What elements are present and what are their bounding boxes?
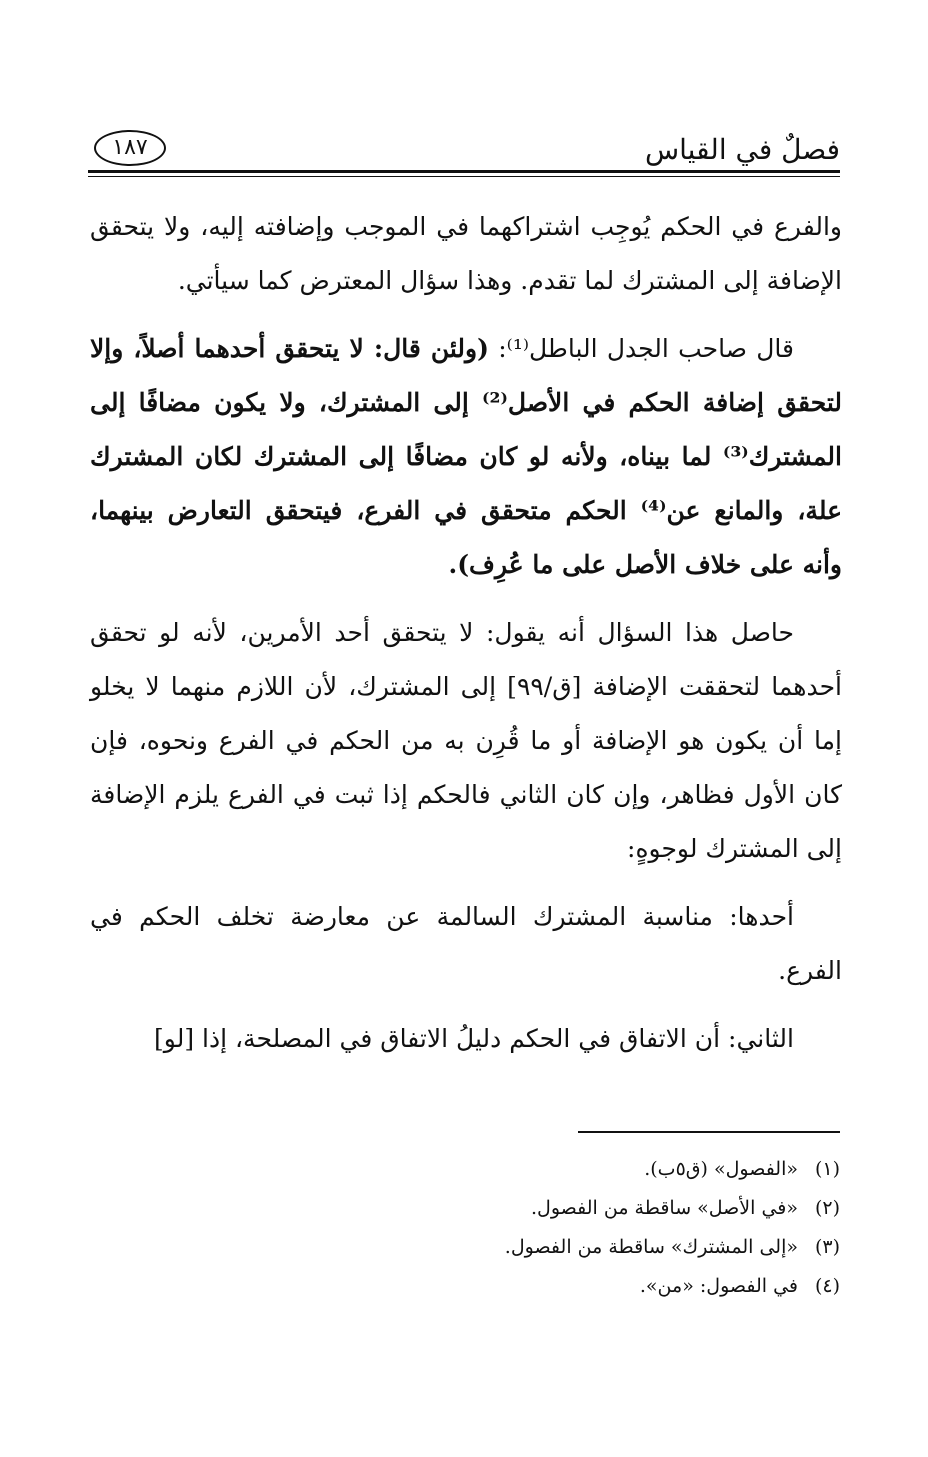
paragraph-3: حاصل هذا السؤال أنه يقول: لا يتحقق أحد الأمرين، لأنه لو تحقق أحدهما لتحققت الإضافة [ق/٩٩] إلى المشترك، لأن اللازم منهما لا يخلو إما أن يكون هو الإضافة أو ما قُرِن به من الحكم في الفرع ونحوه، فإن كان الأول فظاهر، وإن كان الثاني فالحكم إذا ثبت في الفرع يلزم الإضافة إلى المشترك لوجوهٍ: [90,618,842,863]
paragraph-2 [90,322,842,592]
quoted-text: (ولئن قال: لا يتحقق أحدهما أصلاً، وإلا لتحقق إضافة الحكم في الأصل⁽²⁾ إلى المشترك، ولا يكون مضافًا إلى المشترك⁽³⁾ لما بيناه، ولأنه لو كان مضافًا إلى المشترك لكان المشترك علة، والمانع عن⁽⁴⁾ الحكم متحقق في الفرع، فيتحقق التعارض بينهما، وأنه على خلاف الأصل على ما عُرِف). [90,334,843,579]
footnotes [120,1150,840,1306]
footnote-text: «في الأصل» ساقطة من الفصول. [531,1197,798,1219]
footnote-separator [578,1131,840,1133]
footnote-4 [120,1267,840,1306]
running-title: فصلٌ في القياس [644,133,840,166]
footnote-3 [120,1228,840,1267]
paragraph-2-intro: قال صاحب الجدل الباطل⁽¹⁾: [488,334,794,363]
header-rule-thick [88,170,840,173]
paragraph-4: أحدها: مناسبة المشترك السالمة عن معارضة تخلف الحكم في الفرع. [90,902,842,985]
footnote-text: «الفصول» (ق٥ب). [644,1158,798,1180]
footnote-number: (٢) [814,1197,840,1219]
header-rule-thin [88,176,840,177]
paragraph-1: والفرع في الحكم يُوجِب اشتراكهما في الموجب وإضافته إليه، ولا يتحقق الإضافة إلى المشترك لما تقدم. وهذا سؤال المعترض كما سيأتي. [90,212,842,295]
footnote-1 [120,1150,840,1189]
footnote-2 [120,1189,840,1228]
footnote-text: في الفصول: «من». [639,1275,798,1297]
paragraph-5: الثاني: أن الاتفاق في الحكم دليلُ الاتفاق في المصلحة، إذا [لو] [154,1024,794,1053]
footnote-number: (١) [814,1158,840,1180]
footnote-number: (٣) [814,1236,840,1258]
footnote-text: «إلى المشترك» ساقطة من الفصول. [504,1236,798,1258]
footnote-number: (٤) [814,1275,840,1297]
page-number-badge: ١٨٧ [94,130,166,166]
main-text [90,200,842,1080]
